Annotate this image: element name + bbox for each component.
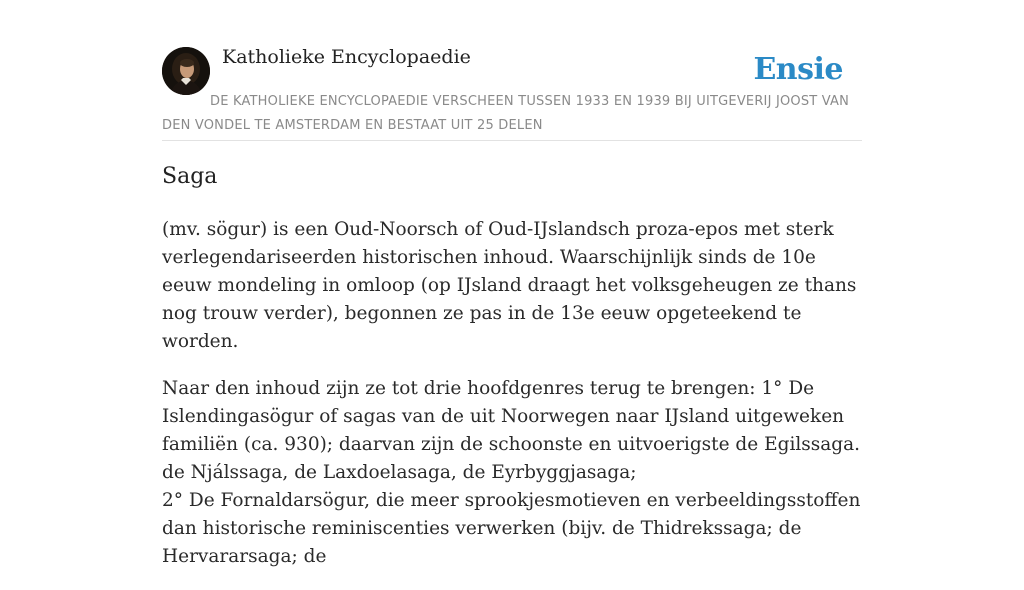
paragraph-text: 2° De Fornaldarsögur, die meer sprookjesmotieven en verbeeldingsstoffen dan historische reminiscenties verwerken (bijv. de Thidrekssaga; de Hervararsaga; de xyxy=(162,490,861,567)
page-container xyxy=(162,0,862,567)
article-paragraph xyxy=(162,375,867,571)
portrait-icon[interactable] xyxy=(162,47,210,95)
paragraph-text: (mv. sögur) is een Oud-Noorsch of Oud-IJslandsch proza-epos met sterk verlegendariseerden historischen inhoud. Waarschijnlijk sinds de 10e eeuw mondeling in omloop (op IJsland draagt het volksgeheugen ze thans nog trouw verder), begonnen ze pas in de 13e eeuw opgeteekend te worden. xyxy=(162,219,857,352)
site-subtitle: DE KATHOLIEKE ENCYCLOPAEDIE VERSCHEEN TUSSEN 1933 EN 1939 BIJ UITGEVERIJ JOOST VAN DEN VONDEL TE AMSTERDAM EN BESTAAT UIT 25 DELEN xyxy=(162,94,850,133)
article-body xyxy=(162,216,867,590)
brand-logo[interactable]: Ensie xyxy=(753,52,843,87)
site-header xyxy=(162,0,862,141)
article-paragraph xyxy=(162,216,867,356)
site-title[interactable]: Katholieke Encyclopaedie xyxy=(222,46,471,68)
paragraph-text: Naar den inhoud zijn ze tot drie hoofdgenres terug te brengen: 1° De Islendingasögur of sagas van de uit Noorwegen naar IJsland uitgeweken familiën (ca. 930); daarvan zijn de schoonste en uitvoerigste de Egilssaga. de Njálssaga, de Laxdoelasaga, de Eyrbyggjasaga; xyxy=(162,378,861,483)
page-title: Saga xyxy=(162,164,218,189)
